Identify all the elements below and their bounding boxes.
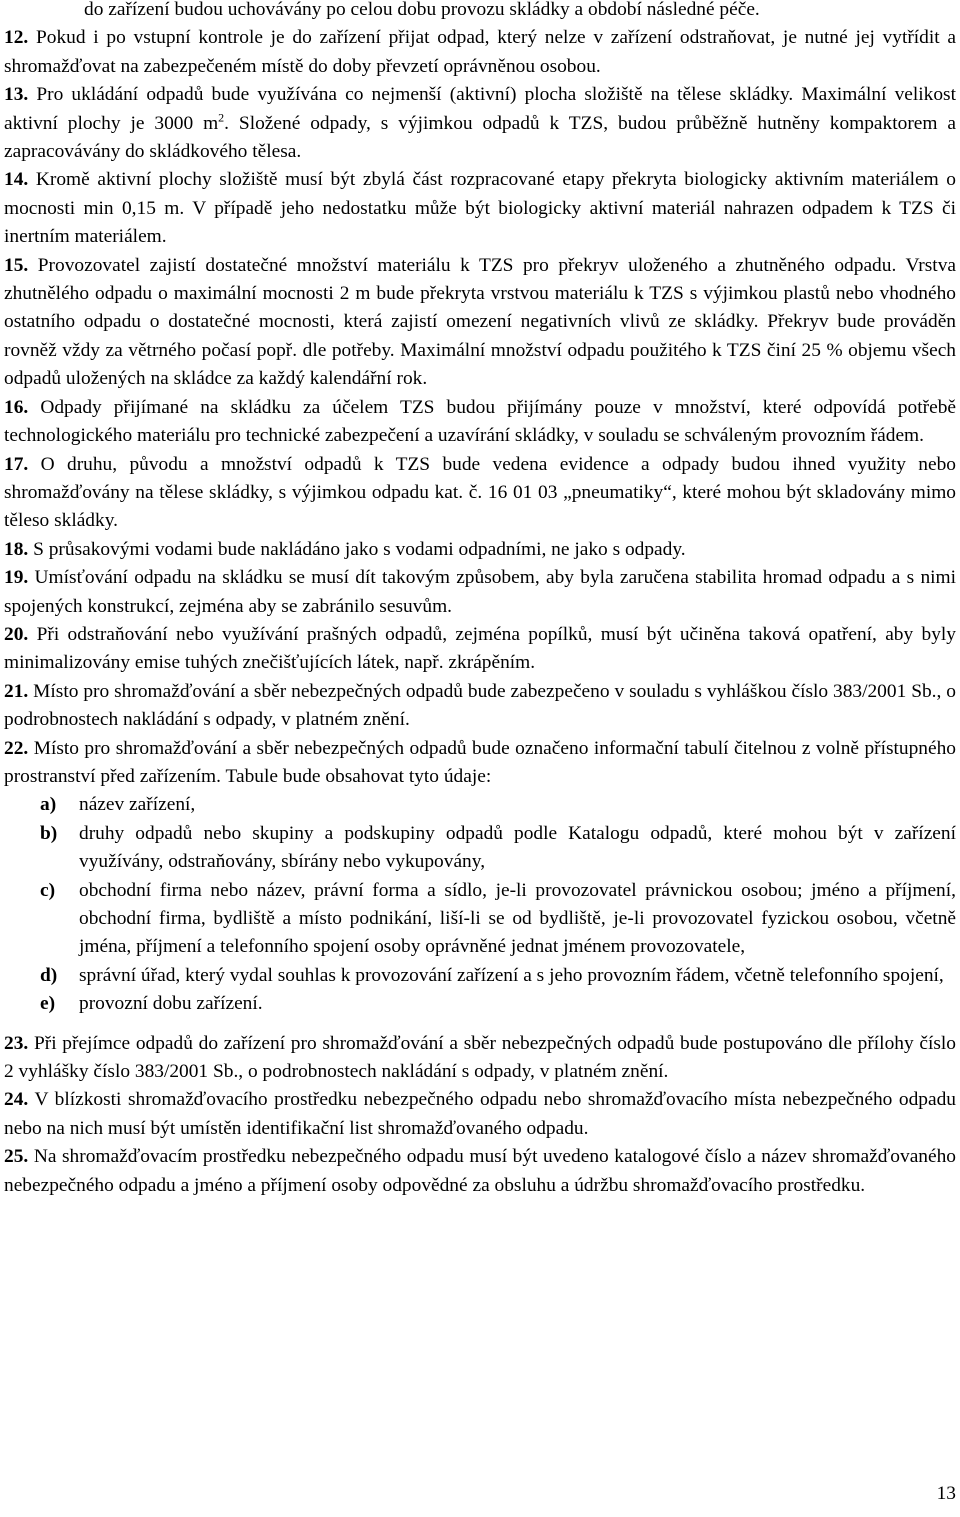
paragraph-number: 12. — [4, 27, 29, 49]
list-marker: e) — [40, 993, 56, 1015]
paragraph-text: Místo pro shromažďování a sběr nebezpečných odpadů bude zabezpečeno v souladu s vyhláškou číslo 383/2001 Sb., o podrobnostech nakládání s odpady, v platném znění. — [4, 680, 956, 731]
page-number: 13 — [936, 1483, 956, 1504]
paragraph-19 — [4, 564, 956, 621]
list-item — [4, 962, 956, 990]
list-item — [4, 877, 956, 962]
paragraph-17 — [4, 451, 956, 536]
paragraph-14 — [4, 166, 956, 251]
paragraph-15 — [4, 252, 956, 394]
list-item — [4, 990, 956, 1018]
list-marker: d) — [40, 964, 58, 986]
list-marker: c) — [40, 879, 56, 901]
document-page — [4, 0, 956, 1200]
paragraph-24 — [4, 1086, 956, 1143]
list-item-text: název zařízení, — [79, 794, 196, 816]
paragraph-text: Při odstraňování nebo využívání prašných odpadů, zejména popílků, musí být učiněna taková opatření, aby byly minimalizovány emise tuhých znečišťujících látek, např. zkrápěním. — [4, 623, 956, 674]
paragraph-number: 20. — [4, 623, 29, 645]
paragraph-number: 23. — [4, 1032, 29, 1054]
paragraph-text: Na shromažďovacím prostředku nebezpečného odpadu musí být uvedeno katalogové číslo a název shromažďovaného nebezpečného odpadu a jméno a příjmení osoby odpovědné za obsluhu a údržbu shromažďovacího prostředku. — [4, 1146, 956, 1196]
paragraph-number: 22. — [4, 737, 29, 759]
spacer — [4, 1019, 956, 1030]
paragraph-number: 21. — [4, 680, 29, 702]
paragraph-number: 18. — [4, 538, 29, 560]
paragraph-number: 14. — [4, 169, 29, 191]
paragraph-number: 19. — [4, 567, 29, 589]
paragraph-23 — [4, 1030, 956, 1087]
paragraph-text: V blízkosti shromažďovacího prostředku nebezpečného odpadu nebo shromažďovacího místa nebezpečného odpadu nebo na nich musí být umístěn identifikační list shromažďovaného odpadu. — [4, 1089, 956, 1139]
paragraph-text: Pokud i po vstupní kontrole je do zařízení přijat odpad, který nelze v zařízení odstraňovat, je nutné jej vytřídit a shromažďovat na zabezpečeném místě do doby převzetí oprávněnou osobou. — [4, 27, 956, 77]
info-board-list — [4, 791, 956, 1018]
paragraph-number: 16. — [4, 396, 29, 418]
paragraph-text: Odpady přijímané na skládku za účelem TZS budou přijímány pouze v množství, které odpovídá potřebě technologického materiálu pro technické zabezpečení a uzavírání skládky, v souladu se schváleným provozním řádem. — [4, 396, 956, 447]
superscript: 2 — [218, 110, 225, 125]
paragraph-21 — [4, 678, 956, 735]
paragraph-number: 25. — [4, 1146, 29, 1168]
list-marker: a) — [40, 794, 57, 816]
list-item — [4, 791, 956, 819]
list-item — [4, 820, 956, 877]
paragraph-number: 17. — [4, 453, 29, 475]
paragraph-text: Místo pro shromažďování a sběr nebezpečných odpadů bude označeno informační tabulí čitelnou z volně přístupného prostranství před zařízením. Tabule bude obsahovat tyto údaje: — [4, 737, 956, 787]
paragraph-number: 15. — [4, 254, 29, 276]
paragraph-text: Kromě aktivní plochy složiště musí být zbylá část rozpracované etapy překryta biologicky aktivním materiálem o mocnosti min 0,15 m. V případě jeho nedostatku může být biologicky aktivní materiál nahrazen odpadem k TZS či inertním materiálem. — [4, 169, 956, 248]
paragraph-18 — [4, 536, 956, 564]
paragraph-20 — [4, 621, 956, 678]
list-item-text: obchodní firma nebo název, právní forma a sídlo, je-li provozovatel právnickou osobou; jméno a příjmení, obchodní firma, bydliště a místo podnikání, liší-li se od bydliště, je-li provozovatel fyzickou osobou, včetně jména, příjmení a telefonního spojení osoby oprávněné jednat jménem provozovatele, — [79, 879, 956, 958]
list-marker: b) — [40, 822, 58, 844]
paragraph-text: S průsakovými vodami bude nakládáno jako s vodami odpadními, ne jako s odpady. — [28, 538, 686, 560]
paragraph-13 — [4, 81, 956, 166]
list-item-text: provozní dobu zařízení. — [79, 993, 263, 1015]
paragraph-number: 13. — [4, 84, 29, 106]
paragraph-25 — [4, 1143, 956, 1200]
paragraph-text: O druhu, původu a množství odpadů k TZS bude vedena evidence a odpady budou ihned využity nebo shromažďovány na tělese skládky, s výjimkou odpadu kat. č. 16 01 03 „pneumatiky“, které mohou být skladovány mimo těleso skládky. — [4, 453, 956, 532]
paragraph-12 — [4, 24, 956, 81]
paragraph-22 — [4, 735, 956, 792]
paragraph-text: Umísťování odpadu na skládku se musí dít takovým způsobem, aby byla zaručena stabilita hromad odpadu a s nimi spojených konstrukcí, zejména aby se zabránilo sesuvům. — [4, 567, 956, 617]
paragraph-number: 24. — [4, 1089, 29, 1111]
paragraph-16 — [4, 394, 956, 451]
list-item-text: správní úřad, který vydal souhlas k provozování zařízení a s jeho provozním řádem, včetně telefonního spojení, — [79, 964, 944, 986]
paragraph-text: . Složené odpady, s výjimkou odpadů k TZS, budou průběžně hutněny kompaktorem a zapracovávány do skládkového tělesa. — [4, 112, 956, 163]
paragraph-text: Při přejímce odpadů do zařízení pro shromažďování a sběr nebezpečných odpadů bude postupováno dle přílohy číslo 2 vyhlášky číslo 383/2001 Sb., o podrobnostech nakládání s odpady, v platném znění. — [4, 1032, 956, 1083]
list-item-text: druhy odpadů nebo skupiny a podskupiny odpadů podle Katalogu odpadů, které mohou být v zařízení využívány, odstraňovány, sbírány nebo vykupovány, — [79, 822, 956, 873]
paragraph-text: Pro ukládání odpadů bude využívána co nejmenší (aktivní) plocha složiště na tělese skládky. Maximální velikost aktivní plochy je 3000 m — [4, 84, 956, 134]
paragraph-text: Provozovatel zajistí dostatečné množství materiálu k TZS pro překryv uloženého a zhutněného odpadu. Vrstva zhutnělého odpadu o maximální mocnosti 2 m bude překryta vrstvou materiálu k TZS s výjimkou plastů nebo vhodného ostatního odpadu o dostatečné mocnosti, která zajistí omezení negativních vlivů ze skládky. Překryv bude prováděn rovněž vždy za větrného počasí popř. dle potřeby. Maximální množství odpadu použitého k TZS činí 25 % objemu všech odpadů uložených na skládce za každý kalendářní rok. — [4, 254, 956, 390]
paragraph-fragment: do zařízení budou uchovávány po celou dobu provozu skládky a období následné péče. — [84, 0, 760, 20]
